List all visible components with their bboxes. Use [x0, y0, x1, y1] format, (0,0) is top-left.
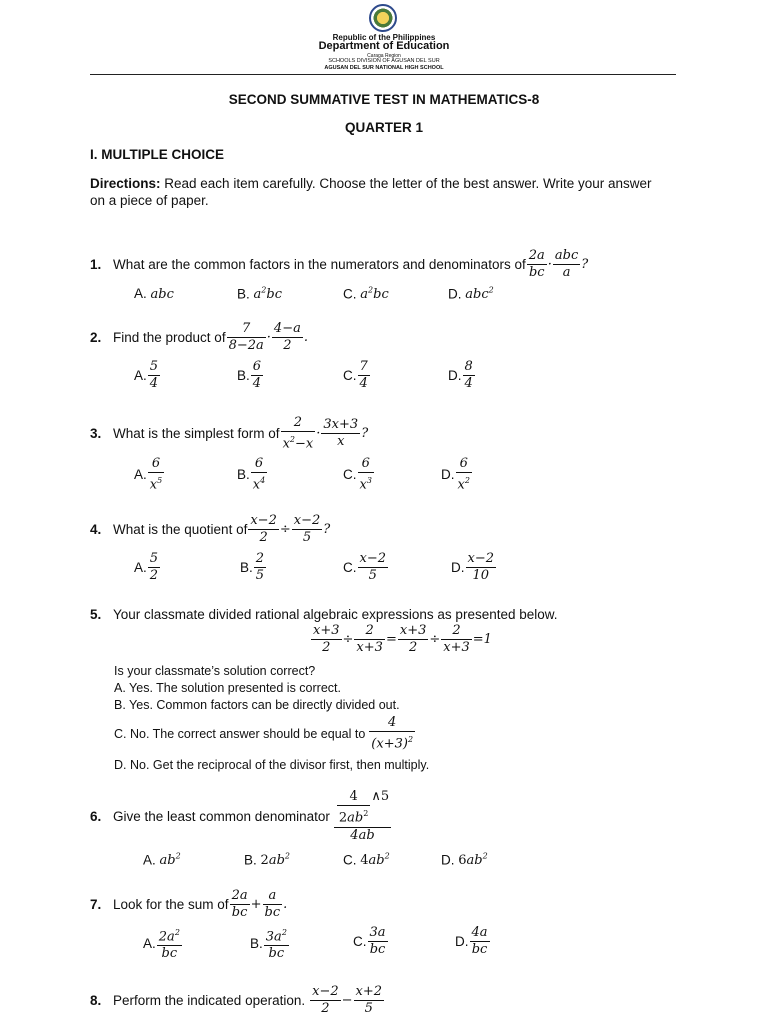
q7-option-d: D. $\frac{4a}{bc}$: [455, 925, 488, 957]
q2-option-c: C. $\frac{7}{4}$: [343, 359, 368, 391]
q5-option-c: C. No. The correct answer should be equal to $\frac{4}{(x+3)^2}$: [114, 715, 414, 752]
q7-option-c: C. $\frac{3a}{bc}$: [353, 925, 386, 957]
q4-option-b: B. $\frac{2}{5}$: [240, 551, 265, 583]
question-5: [90, 607, 558, 622]
question-text: Your classmate divided rational algebraic expressions as presented below.: [113, 607, 558, 622]
q5-question: Is your classmate’s solution correct?: [114, 664, 316, 678]
question-expression: $\frac{2a}{bc}$ · $\frac{\text{abc}}{a}$ ?: [528, 248, 589, 280]
q1-option-d: D. abc$^2$: [448, 286, 494, 303]
question-number: 2.: [90, 330, 102, 345]
q4-option-d: D. $\frac{x-2}{10}$: [451, 551, 495, 583]
question-number: 5.: [90, 607, 102, 622]
q1-option-c: C. $a^2bc$: [343, 286, 389, 303]
test-title: SECOND SUMMATIVE TEST IN MATHEMATICS-8: [228, 92, 540, 107]
q5-option-d: D. No. Get the reciprocal of the divisor first, then multiply.: [114, 758, 430, 772]
directions-text: Read each item carefully. Choose the letter of the best answer. Write your answer: [160, 176, 652, 191]
q7-option-b: B. $\frac{3a^2}{bc}$: [250, 928, 287, 962]
q1-option-a: A. abc: [134, 286, 174, 302]
republic-label: Republic of the Philippines: [332, 33, 436, 42]
question-expression: $\frac{2}{x^2-x}$ · $\frac{3x+3}{x}$ ?: [282, 415, 369, 452]
q5-option-b: B. Yes. Common factors can be directly divided out.: [114, 698, 400, 712]
department-label: Department of Education: [318, 40, 450, 52]
question-number: 6.: [90, 809, 102, 825]
q3-option-c: C. $\frac{6}{x^3}$: [343, 456, 372, 493]
question-number: 4.: [90, 522, 102, 537]
question-text: Give the least common denominator: [113, 809, 330, 825]
directions-line-1: [90, 176, 652, 191]
division-label: SCHOOLS DIVISION OF AGUSAN DEL SUR: [328, 58, 440, 64]
question-text: Perform the indicated operation.: [113, 993, 306, 1008]
q6-option-d: D. $6ab^2$: [441, 852, 488, 869]
question-text: What is the simplest form of: [113, 426, 280, 442]
deped-seal: [369, 4, 397, 32]
question-expression: $\frac{2a}{bc}$ + $\frac{a}{bc}$ .: [231, 888, 288, 920]
q6-option-b: B. $2ab^2$: [244, 852, 290, 869]
question-6: [90, 790, 392, 843]
school-label: AGUSAN DEL SUR NATIONAL HIGH SCHOOL: [324, 65, 444, 71]
q3-option-a: A. $\frac{6}{x^5}$: [134, 456, 163, 493]
question-text: Look for the sum of: [113, 897, 229, 912]
q3-option-b: B. $\frac{6}{x^4}$: [237, 456, 266, 493]
question-8: [90, 985, 385, 1016]
region-label: Caraga Region: [367, 53, 401, 59]
q7-option-a: A. $\frac{2a^2}{bc}$: [143, 928, 180, 962]
question-text: Find the product of: [113, 330, 226, 345]
q2-option-d: D. $\frac{8}{4}$: [448, 359, 473, 391]
quarter-label: QUARTER 1: [344, 120, 423, 135]
question-expression: $\frac{x-2}{2}$ ÷ $\frac{x-2}{5}$ ?: [250, 513, 331, 545]
question-expression: $\frac{7}{8-2a}$ · $\frac{4-a}{2}$ .: [228, 321, 308, 353]
question-text: What is the quotient of: [113, 522, 248, 537]
question-number: 7.: [90, 897, 102, 912]
header-divider: [90, 74, 676, 75]
question-expression: $\frac{4}{2ab^2}$ ∧5 4ab: [334, 790, 391, 843]
question-1: [90, 249, 588, 280]
question-number: 3.: [90, 426, 102, 442]
q2-option-a: A. $\frac{5}{4}$: [134, 359, 159, 391]
q3-option-d: D. $\frac{6}{x^2}$: [441, 456, 470, 493]
q4-option-a: A. $\frac{5}{2}$: [134, 551, 159, 583]
question-2: [90, 322, 308, 353]
question-expression: $\frac{x-2}{2}$ − $\frac{x+2}{5}$: [312, 984, 383, 1016]
q2-option-b: B. $\frac{6}{4}$: [237, 359, 262, 391]
q5-expression: $\frac{x+3}{2}$ ÷ $\frac{2}{x+3}$ = $\frac{x+3}{2}$ ÷ $\frac{2}{x+3}$ =1: [313, 623, 492, 655]
q5-option-a: A. Yes. The solution presented is correct.: [114, 681, 341, 695]
question-text: What are the common factors in the numerators and denominators of: [113, 257, 526, 272]
q1-option-b: B. $a^2bc$: [237, 286, 282, 303]
q6-option-c: C. $4ab^2$: [343, 852, 390, 869]
q4-option-c: C. $\frac{x-2}{5}$: [343, 551, 387, 583]
question-number: 8.: [90, 993, 102, 1008]
question-4: [90, 514, 330, 545]
question-3: [90, 416, 368, 451]
question-7: [90, 889, 287, 920]
q6-option-a: A. $ab^2$: [143, 852, 181, 869]
question-number: 1.: [90, 257, 102, 272]
section-heading: I. MULTIPLE CHOICE: [90, 147, 224, 162]
directions-line-2: on a piece of paper.: [90, 193, 209, 208]
directions-label: Directions:: [90, 176, 161, 191]
